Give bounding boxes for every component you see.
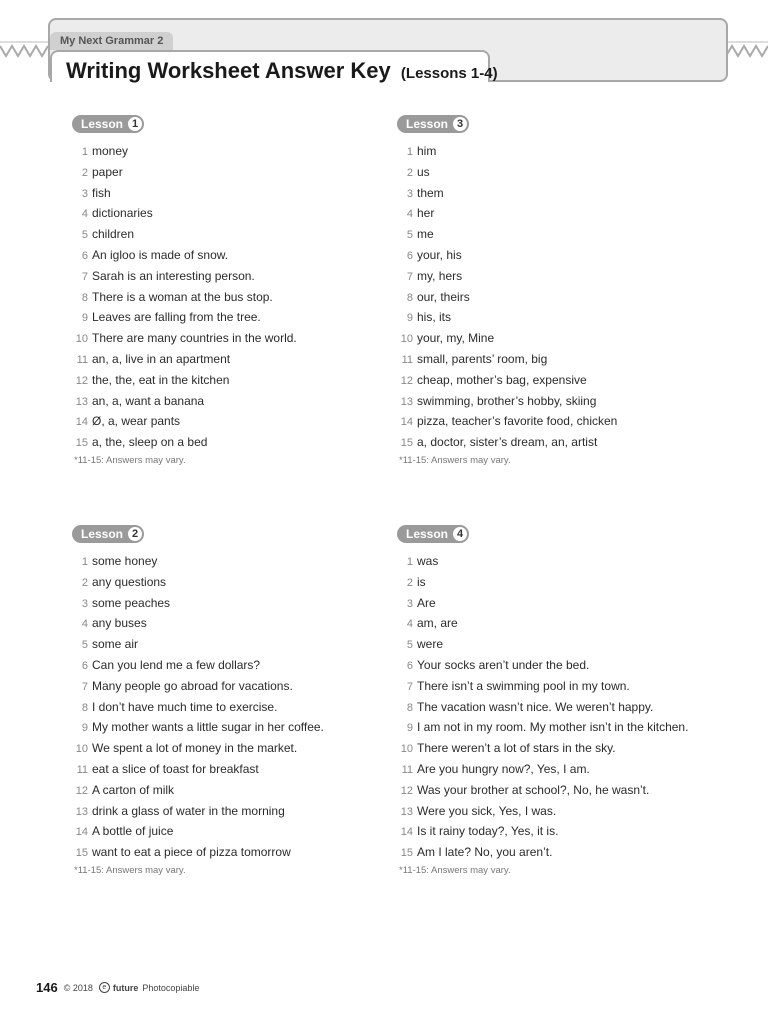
answer-text: some peaches xyxy=(92,595,171,610)
answer-number: 10 xyxy=(75,743,88,756)
answer-number: 5 xyxy=(81,639,88,652)
answer-list xyxy=(397,551,717,863)
answer-number: 6 xyxy=(406,249,413,262)
answer-note: *11-15: Answers may vary. xyxy=(399,454,511,466)
answer-number: 14 xyxy=(75,416,88,429)
answer-number: 13 xyxy=(400,805,413,818)
answer-item xyxy=(397,349,717,370)
answer-item xyxy=(397,697,717,718)
answer-item xyxy=(397,162,717,183)
answer-number: 14 xyxy=(400,826,413,839)
answer-text: fish xyxy=(92,185,111,200)
answer-item xyxy=(72,697,392,718)
copyright-text: © 2018 xyxy=(63,982,93,993)
answer-item xyxy=(397,717,717,738)
answer-text: Was your brother at school?, No, he wasn’t. xyxy=(417,782,650,797)
answer-item xyxy=(72,780,392,801)
answer-number: 6 xyxy=(81,659,88,672)
answer-text: pizza, teacher’s favorite food, chicken xyxy=(417,414,618,429)
answer-number: 8 xyxy=(81,701,88,714)
answer-text: us xyxy=(417,164,430,179)
answer-item xyxy=(72,759,392,780)
answer-item xyxy=(397,593,717,614)
answer-number: 15 xyxy=(400,847,413,860)
answer-item xyxy=(397,759,717,780)
answer-item xyxy=(397,328,717,349)
page-title xyxy=(66,58,498,84)
answer-text: him xyxy=(417,144,437,158)
answer-text: The vacation wasn’t nice. We weren’t happy. xyxy=(417,699,654,714)
answer-text: money xyxy=(92,144,129,158)
answer-item xyxy=(72,717,392,738)
lesson-2-section xyxy=(72,525,392,876)
answer-item xyxy=(72,801,392,822)
answer-number: 1 xyxy=(406,146,413,158)
answer-number: 1 xyxy=(81,556,88,568)
answer-text: small, parents’ room, big xyxy=(417,351,548,366)
answer-item xyxy=(397,411,717,432)
answer-item xyxy=(397,572,717,593)
answer-text: Your socks aren’t under the bed. xyxy=(417,657,590,672)
answer-text: paper xyxy=(92,164,123,179)
lesson-badge xyxy=(72,115,144,133)
answer-item xyxy=(72,613,392,634)
lesson-badge xyxy=(397,115,469,133)
answer-number: 7 xyxy=(406,680,413,693)
answer-number: 7 xyxy=(406,270,413,283)
lesson-badge-label: Lesson xyxy=(81,117,124,131)
lesson-badge-label: Lesson xyxy=(406,527,449,541)
answer-text: There are many countries in the world. xyxy=(92,331,297,346)
answer-item xyxy=(397,842,717,863)
answer-number: 12 xyxy=(75,784,88,797)
answer-number: 12 xyxy=(400,374,413,387)
lesson-badge xyxy=(72,525,144,543)
answer-item xyxy=(72,634,392,655)
answer-item xyxy=(397,551,717,572)
answer-item xyxy=(397,634,717,655)
answer-text: our, theirs xyxy=(417,289,470,304)
lesson-3-section xyxy=(397,115,717,466)
lesson-1-section xyxy=(72,115,392,466)
answer-text: dictionaries xyxy=(92,206,153,221)
answer-number: 5 xyxy=(81,229,88,242)
answer-number: 3 xyxy=(406,187,413,200)
answer-text: There is a woman at the bus stop. xyxy=(92,289,273,304)
answer-number: 9 xyxy=(406,312,413,325)
answer-number: 2 xyxy=(406,576,413,589)
answer-number: 5 xyxy=(406,639,413,652)
answer-number: 4 xyxy=(406,618,413,631)
answer-item xyxy=(397,738,717,759)
answer-item xyxy=(397,266,717,287)
answer-text: some air xyxy=(92,637,139,652)
answer-item xyxy=(72,287,392,308)
answer-number: 11 xyxy=(76,353,88,366)
answer-item xyxy=(397,391,717,412)
answer-number: 11 xyxy=(401,763,413,776)
answer-item xyxy=(72,307,392,328)
answer-text: swimming, brother’s hobby, skiing xyxy=(417,393,597,408)
answer-item xyxy=(72,266,392,287)
answer-number: 3 xyxy=(406,597,413,610)
lesson-badge xyxy=(397,525,469,543)
answer-note: *11-15: Answers may vary. xyxy=(74,864,186,876)
answer-text: am, are xyxy=(417,616,458,631)
answer-text: them xyxy=(417,185,444,200)
answer-text: a, the, sleep on a bed xyxy=(92,435,208,450)
answer-text: your, my, Mine xyxy=(417,331,495,346)
answer-text: is xyxy=(417,574,426,589)
answer-item xyxy=(72,655,392,676)
publisher-logo-icon: e xyxy=(99,982,110,993)
answer-number: 13 xyxy=(75,395,88,408)
answer-item xyxy=(72,391,392,412)
answer-number: 10 xyxy=(400,743,413,756)
lesson-number: 2 xyxy=(127,526,143,542)
answer-number: 10 xyxy=(400,333,413,346)
answer-item xyxy=(397,203,717,224)
answer-item xyxy=(397,141,717,162)
answer-text: Ø, a, wear pants xyxy=(92,414,181,429)
answer-text: some honey xyxy=(92,554,158,568)
answer-text: eat a slice of toast for breakfast xyxy=(92,761,259,776)
answer-item xyxy=(72,141,392,162)
answer-item xyxy=(397,676,717,697)
answer-item xyxy=(397,613,717,634)
answer-text: her xyxy=(417,206,435,221)
answer-text: Leaves are falling from the tree. xyxy=(92,310,261,325)
answer-text: There weren’t a lot of stars in the sky. xyxy=(417,741,616,756)
photocopiable-label: Photocopiable xyxy=(142,982,200,993)
answer-item xyxy=(72,593,392,614)
answer-number: 12 xyxy=(75,374,88,387)
answer-item xyxy=(72,676,392,697)
answer-item xyxy=(397,370,717,391)
answer-number: 9 xyxy=(406,722,413,735)
answer-item xyxy=(72,572,392,593)
answer-text: children xyxy=(92,227,135,242)
answer-item xyxy=(72,738,392,759)
answer-number: 2 xyxy=(81,576,88,589)
answer-number: 10 xyxy=(75,333,88,346)
answer-item xyxy=(72,162,392,183)
lesson-badge-label: Lesson xyxy=(406,117,449,131)
answer-text: Are you hungry now?, Yes, I am. xyxy=(417,761,590,776)
answer-number: 3 xyxy=(81,597,88,610)
answer-item xyxy=(72,432,392,453)
answer-number: 8 xyxy=(81,291,88,304)
answer-list xyxy=(72,141,392,453)
answer-text: an, a, live in an apartment xyxy=(92,351,231,366)
page-number: 146 xyxy=(36,980,58,995)
answer-text: your, his xyxy=(417,247,462,262)
answer-list xyxy=(397,141,717,453)
answer-number: 13 xyxy=(75,805,88,818)
answer-item xyxy=(397,183,717,204)
answer-item xyxy=(397,432,717,453)
answer-number: 12 xyxy=(400,784,413,797)
answer-number: 2 xyxy=(406,166,413,179)
answer-number: 4 xyxy=(406,208,413,221)
answer-text: We spent a lot of money in the market. xyxy=(92,741,298,756)
answer-number: 7 xyxy=(81,270,88,283)
answer-number: 9 xyxy=(81,312,88,325)
publisher-brand: future xyxy=(112,982,139,993)
answer-item xyxy=(72,183,392,204)
answer-item xyxy=(72,411,392,432)
lesson-number: 3 xyxy=(452,116,468,132)
answer-item xyxy=(397,655,717,676)
answer-number: 1 xyxy=(406,556,413,568)
answer-text: A bottle of juice xyxy=(92,824,174,839)
answer-number: 7 xyxy=(81,680,88,693)
answer-number: 1 xyxy=(81,146,88,158)
answer-item xyxy=(397,224,717,245)
answer-text: drink a glass of water in the morning xyxy=(92,803,285,818)
answer-text: an, a, want a banana xyxy=(92,393,205,408)
answer-number: 6 xyxy=(406,659,413,672)
answer-item xyxy=(72,245,392,266)
answer-item xyxy=(72,370,392,391)
answer-item xyxy=(397,287,717,308)
answer-text: Were you sick, Yes, I was. xyxy=(417,803,557,818)
lesson-badge-label: Lesson xyxy=(81,527,124,541)
answer-item xyxy=(72,821,392,842)
answer-number: 4 xyxy=(81,208,88,221)
answer-number: 5 xyxy=(406,229,413,242)
answer-item xyxy=(397,801,717,822)
answer-number: 8 xyxy=(406,701,413,714)
answer-text: Sarah is an interesting person. xyxy=(92,268,255,283)
answer-number: 13 xyxy=(400,395,413,408)
answer-text: was xyxy=(417,554,439,568)
answer-number: 8 xyxy=(406,291,413,304)
answer-number: 9 xyxy=(81,722,88,735)
answer-number: 6 xyxy=(81,249,88,262)
answer-text: me xyxy=(417,227,434,242)
answer-text: Can you lend me a few dollars? xyxy=(92,657,261,672)
answer-text: the, the, eat in the kitchen xyxy=(92,372,230,387)
answer-text: Is it rainy today?, Yes, it is. xyxy=(417,824,559,839)
answer-text: cheap, mother’s bag, expensive xyxy=(417,372,587,387)
page-footer xyxy=(36,980,199,995)
answer-note: *11-15: Answers may vary. xyxy=(74,454,186,466)
answer-item xyxy=(397,780,717,801)
answer-number: 2 xyxy=(81,166,88,179)
answer-note: *11-15: Answers may vary. xyxy=(399,864,511,876)
series-label: My Next Grammar 2 xyxy=(50,32,173,50)
answer-item xyxy=(72,842,392,863)
answer-item xyxy=(72,203,392,224)
answer-text: An igloo is made of snow. xyxy=(92,247,229,262)
answer-text: I don’t have much time to exercise. xyxy=(92,699,278,714)
answer-number: 3 xyxy=(81,187,88,200)
lesson-number: 4 xyxy=(452,526,468,542)
answer-text: were xyxy=(417,637,444,652)
answer-number: 14 xyxy=(75,826,88,839)
answer-number: 11 xyxy=(76,763,88,776)
page-title-main: Writing Worksheet Answer Key xyxy=(66,58,391,83)
answer-list xyxy=(72,551,392,863)
answer-text: I am not in my room. My mother isn’t in the kitchen. xyxy=(417,720,689,735)
answer-item xyxy=(397,307,717,328)
answer-text: Many people go abroad for vacations. xyxy=(92,678,293,693)
answer-number: 15 xyxy=(75,437,88,450)
answer-number: 14 xyxy=(400,416,413,429)
answer-text: A carton of milk xyxy=(92,782,175,797)
answer-text: a, doctor, sister’s dream, an, artist xyxy=(417,435,598,450)
zigzag-decoration-left xyxy=(0,40,48,62)
answer-text: My mother wants a little sugar in her coffee. xyxy=(92,720,324,735)
answer-item xyxy=(397,245,717,266)
page-subtitle: (Lessons 1-4) xyxy=(400,65,498,82)
answer-item xyxy=(72,328,392,349)
answer-text: Am I late? No, you aren’t. xyxy=(417,845,553,860)
answer-item xyxy=(72,551,392,572)
lesson-4-section xyxy=(397,525,717,876)
answer-text: any questions xyxy=(92,574,167,589)
answer-text: my, hers xyxy=(417,268,463,283)
answer-text: his, its xyxy=(417,310,452,325)
answer-number: 15 xyxy=(400,437,413,450)
lesson-number: 1 xyxy=(127,116,143,132)
answer-number: 4 xyxy=(81,618,88,631)
answer-item xyxy=(72,224,392,245)
answer-item xyxy=(72,349,392,370)
answer-number: 11 xyxy=(401,353,413,366)
answer-text: want to eat a piece of pizza tomorrow xyxy=(92,845,291,860)
answer-number: 15 xyxy=(75,847,88,860)
answer-text: any buses xyxy=(92,616,147,631)
answer-text: There isn’t a swimming pool in my town. xyxy=(417,678,630,693)
answer-text: Are xyxy=(417,595,436,610)
answer-item xyxy=(397,821,717,842)
